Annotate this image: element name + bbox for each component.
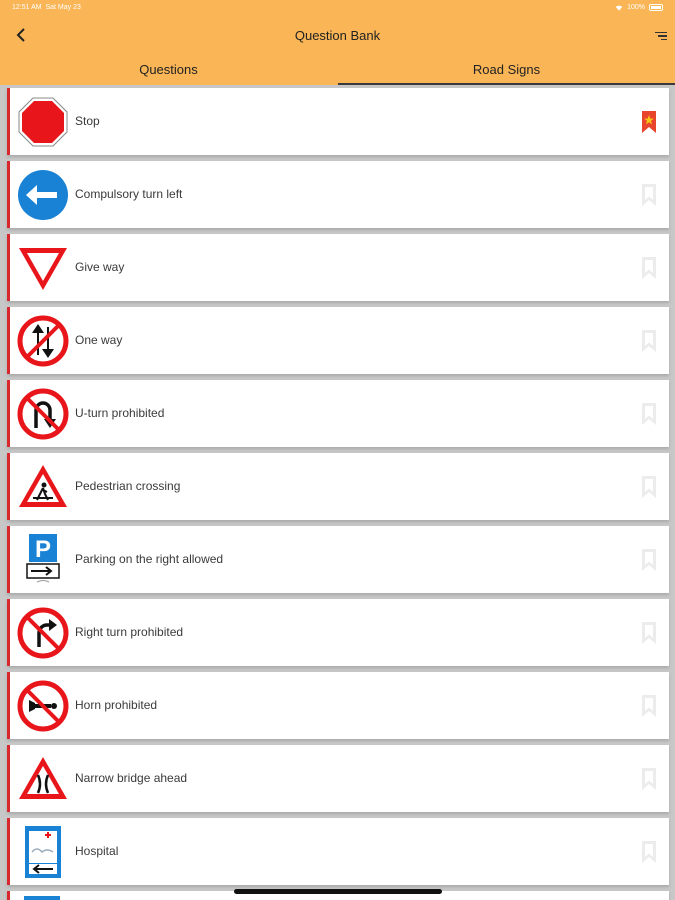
list-item[interactable] — [7, 526, 669, 593]
bookmark-outline-icon[interactable] — [641, 329, 657, 353]
sign-label: Compulsory turn left — [75, 187, 183, 201]
sign-label: U-turn prohibited — [75, 406, 165, 420]
filter-icon-line — [658, 35, 667, 36]
bookmark-outline-icon[interactable] — [641, 621, 657, 645]
bookmark-outline-icon[interactable] — [641, 694, 657, 718]
nav-bar — [0, 20, 675, 50]
filter-icon-line — [661, 39, 667, 40]
narrow-bridge-sign-icon — [15, 751, 71, 807]
home-indicator[interactable] — [234, 889, 442, 894]
battery-percent: 100% — [627, 4, 645, 11]
turn-left-sign-icon — [15, 167, 71, 223]
sign-label: Horn prohibited — [75, 698, 158, 712]
page-title: Question Bank — [294, 28, 381, 43]
partial-sign-icon — [24, 896, 60, 900]
active-tab-indicator — [338, 83, 675, 85]
one-way-sign-icon — [15, 313, 71, 369]
list-item[interactable] — [7, 380, 669, 447]
status-right — [615, 4, 663, 11]
app-header — [0, 0, 675, 85]
u-turn-prohibited-sign-icon — [15, 386, 71, 442]
pedestrian-crossing-sign-icon — [15, 459, 71, 515]
bookmark-filled-icon[interactable] — [641, 110, 657, 134]
bookmark-outline-icon[interactable] — [641, 402, 657, 426]
status-bar — [0, 0, 675, 16]
battery-icon — [649, 4, 663, 11]
status-date: Sat May 23 — [45, 4, 81, 11]
list-item[interactable] — [7, 307, 669, 374]
stop-sign-icon — [15, 94, 71, 150]
tab-road-signs[interactable]: Road Signs — [472, 62, 541, 77]
svg-text:P: P — [34, 536, 52, 563]
bookmark-outline-icon[interactable] — [641, 767, 657, 791]
list-item[interactable] — [7, 818, 669, 885]
sign-label: Pedestrian crossing — [75, 479, 181, 493]
horn-prohibited-sign-icon — [15, 678, 71, 734]
filter-icon-line — [655, 32, 667, 33]
hospital-sign-icon — [15, 824, 71, 880]
list-item[interactable] — [7, 672, 669, 739]
sign-label: Parking on the right allowed — [75, 552, 224, 566]
sign-label: Hospital — [75, 844, 119, 858]
bookmark-outline-icon[interactable] — [641, 840, 657, 864]
sign-label: One way — [75, 333, 123, 347]
give-way-sign-icon — [15, 240, 71, 296]
tab-questions[interactable]: Questions — [139, 62, 198, 77]
sign-label: Narrow bridge ahead — [75, 771, 188, 785]
parking-right-sign-icon — [15, 532, 71, 588]
bookmark-outline-icon[interactable] — [641, 548, 657, 572]
bookmark-outline-icon[interactable] — [641, 256, 657, 280]
list-item[interactable] — [7, 234, 669, 301]
right-turn-prohibited-sign-icon — [15, 605, 71, 661]
wifi-icon — [615, 5, 623, 11]
status-clock: 12:51 AM — [12, 4, 42, 11]
status-time — [12, 4, 81, 11]
list-item[interactable] — [7, 599, 669, 666]
list-item[interactable] — [7, 161, 669, 228]
bookmark-outline-icon[interactable] — [641, 475, 657, 499]
sign-label: Right turn prohibited — [75, 625, 184, 639]
bookmark-outline-icon[interactable] — [641, 183, 657, 207]
list-item[interactable] — [7, 745, 669, 812]
sign-label: Stop — [75, 114, 100, 128]
sign-label: Give way — [75, 260, 125, 274]
list-item[interactable] — [7, 453, 669, 520]
tab-bar — [0, 55, 675, 85]
filter-button[interactable] — [647, 26, 667, 46]
list-item[interactable] — [7, 88, 669, 155]
